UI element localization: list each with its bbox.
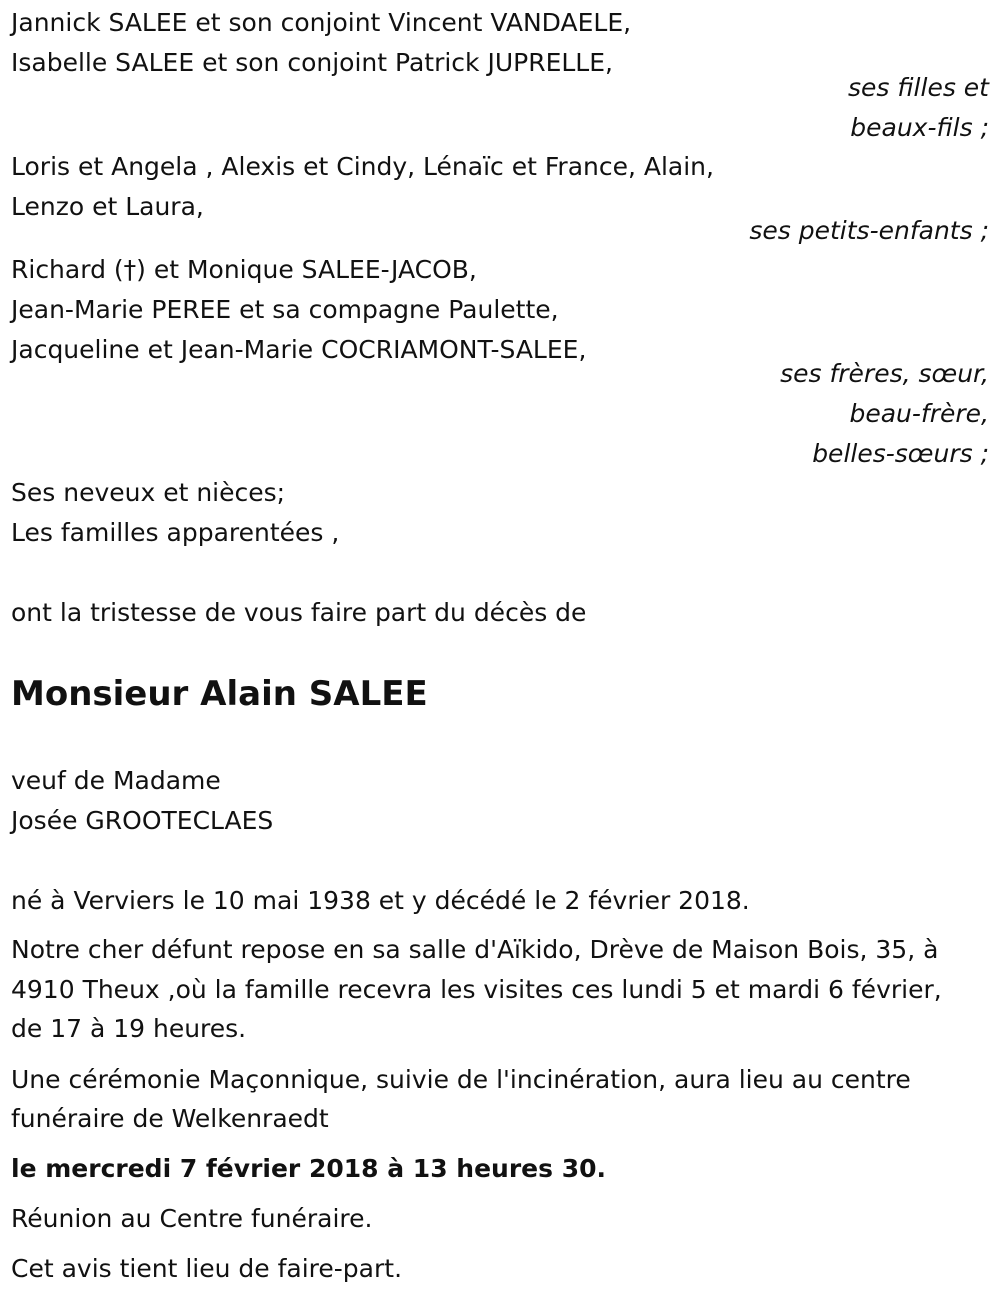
family-line-children-2: Isabelle SALEE et son conjoint Patrick JUPRELLE, [11, 48, 613, 77]
ceremony-line-1: Une cérémonie Maçonnique, suivie de l'incinération, aura lieu au centre [11, 1065, 911, 1094]
birth-death-text: né à Verviers le 10 mai 1938 et y décédé le 2 février 2018. [11, 886, 750, 915]
relation-grandchildren: ses petits-enfants ; [749, 216, 989, 245]
rest-line-2: 4910 Theux ,où la famille recevra les visites ces lundi 5 et mardi 6 février, [11, 975, 942, 1004]
family-line-grandchildren-2: Lenzo et Laura, [11, 192, 204, 221]
family-line-siblings-3: Jacqueline et Jean-Marie COCRIAMONT-SALEE, [11, 335, 587, 364]
family-line-siblings-1: Richard (†) et Monique SALEE-JACOB, [11, 255, 477, 284]
widower-line-1: veuf de Madame [11, 766, 221, 795]
family-line-children-1: Jannick SALEE et son conjoint Vincent VANDAELE, [11, 8, 632, 37]
ceremony-line-2: funéraire de Welkenraedt [11, 1104, 329, 1133]
family-line-siblings-2: Jean-Marie PEREE et sa compagne Paulette, [11, 295, 559, 324]
rest-line-1: Notre cher défunt repose en sa salle d'Aïkido, Drève de Maison Bois, 35, à [11, 935, 939, 964]
relation-siblings-2: beau-frère, [849, 399, 989, 428]
family-line-nephews: Ses neveux et nièces; [11, 478, 286, 507]
relation-children-1: ses filles et [848, 73, 989, 102]
announcement-text: ont la tristesse de vous faire part du décès de [11, 598, 587, 627]
closing-text: Cet avis tient lieu de faire-part. [11, 1254, 403, 1283]
reunion-text: Réunion au Centre funéraire. [11, 1204, 373, 1233]
family-line-relatives: Les familles apparentées , [11, 518, 340, 547]
rest-line-3: de 17 à 19 heures. [11, 1014, 247, 1043]
relation-siblings-1: ses frères, sœur, [780, 359, 989, 388]
family-line-grandchildren-1: Loris et Angela , Alexis et Cindy, Lénaïc et France, Alain, [11, 152, 714, 181]
relation-children-2: beaux-fils ; [850, 113, 989, 142]
deceased-name: Monsieur Alain SALEE [11, 674, 428, 714]
widower-line-2: Josée GROOTECLAES [11, 806, 274, 835]
ceremony-date: le mercredi 7 février 2018 à 13 heures 30. [11, 1154, 607, 1183]
relation-siblings-3: belles-sœurs ; [812, 439, 989, 468]
